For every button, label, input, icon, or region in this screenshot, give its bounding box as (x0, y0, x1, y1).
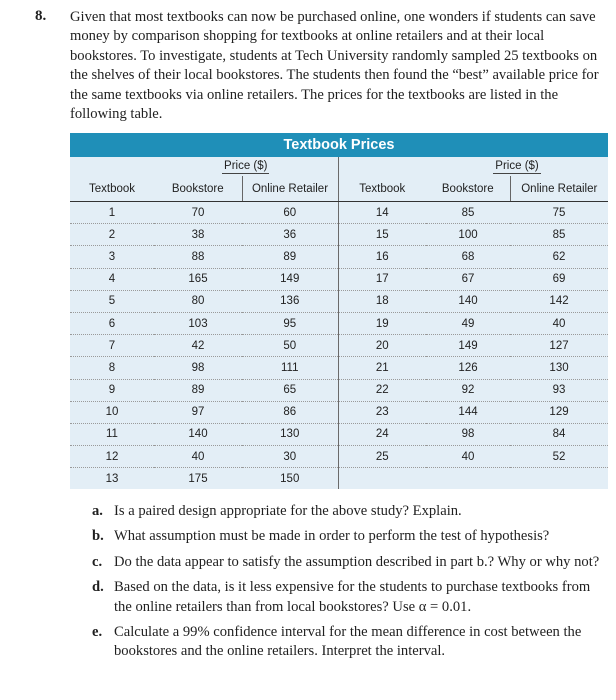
textbook-prices-table (70, 133, 608, 489)
part-e: e. Calculate a 99% confidence interval for the mean difference in cost between the bookstores and the online retailers. Interpret the interval. (92, 624, 582, 660)
col-header-bookstore-left: Bookstore (154, 176, 242, 202)
table-row: 11 140 130 24 98 84 (70, 423, 608, 445)
question-intro: Given that most textbooks can now be purchased online, one wonders if students can save money by comparison shopping for textbooks at online retailers and at their local bookstores. To investigate, students at Tech University randomly sampled 25 textbooks on the shelves of their local bookstores. The students then found the “best” available price for the same textbooks via online retailers. The prices for the textbooks are listed in the following table. (70, 9, 599, 123)
col-header-online-left: Online Retailer (242, 176, 338, 202)
table-row: 5 80 136 18 140 142 (70, 290, 608, 312)
table-row: 13 175 150 (70, 468, 608, 490)
table-row: 6 103 95 19 49 40 (70, 312, 608, 334)
col-header-bookstore-right: Bookstore (426, 176, 510, 202)
question-parts (92, 502, 608, 668)
part-b: b. What assumption must be made in order to perform the test of hypothesis? (92, 528, 550, 545)
table-title: Textbook Prices (70, 133, 608, 157)
price-group-header-left: Price ($) (224, 159, 268, 172)
table-row: 9 89 65 22 92 93 (70, 379, 608, 401)
table-row: 3 88 89 16 68 62 (70, 246, 608, 268)
table-row: 4 165 149 17 67 69 (70, 268, 608, 290)
col-header-online-right: Online Retailer (510, 176, 608, 202)
col-header-textbook-left: Textbook (70, 176, 154, 202)
table-row: 12 40 30 25 40 52 (70, 446, 608, 468)
table-row: 10 97 86 23 144 129 (70, 401, 608, 423)
table-row: 1 70 60 14 85 75 (70, 202, 608, 224)
part-c: c. Do the data appear to satisfy the assumption described in part b.? Why or why not? (92, 553, 600, 570)
table-row: 8 98 111 21 126 130 (70, 357, 608, 379)
part-a: a. Is a paired design appropriate for the above study? Explain. (92, 503, 462, 519)
price-table (70, 157, 608, 489)
table-body (70, 157, 608, 489)
part-d: d. Based on the data, is it less expensive for the students to purchase textbooks from the online retailers than from local bookstores? Use α = 0.01. (92, 579, 591, 615)
table-row: 7 42 50 20 149 127 (70, 335, 608, 357)
table-row: 2 38 36 15 100 85 (70, 224, 608, 246)
col-header-textbook-right: Textbook (338, 176, 426, 202)
price-group-header-right: Price ($) (495, 159, 539, 172)
question-number: 8. (35, 8, 47, 24)
